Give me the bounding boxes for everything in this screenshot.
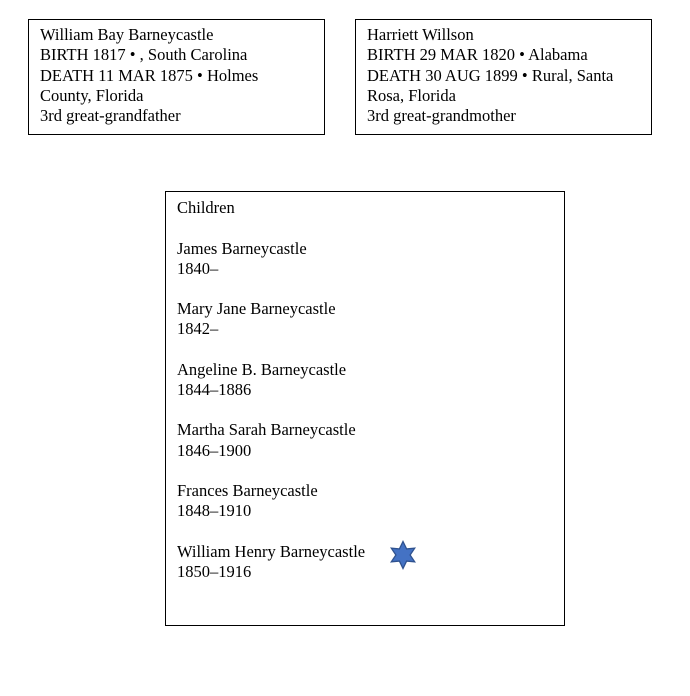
mother-card[interactable] — [355, 19, 652, 135]
child-name: Frances Barneycastle — [177, 480, 318, 500]
child-name: Angeline B. Barneycastle — [177, 359, 347, 379]
child-years: 1848–1910 — [177, 501, 252, 521]
father-relation: 3rd great-grandfather — [40, 106, 181, 126]
child-years: 1846–1900 — [177, 440, 252, 460]
mother-name: Harriett Willson — [367, 25, 474, 44]
children-heading: Children — [177, 198, 235, 217]
mother-death: DEATH 30 AUG 1899 • Rural, Santa Rosa, Florida — [367, 65, 614, 105]
child-entry[interactable] — [177, 360, 553, 401]
child-name: Martha Sarah Barneycastle — [177, 420, 356, 440]
child-entry[interactable] — [177, 239, 553, 280]
father-birth: BIRTH 1817 • , South Carolina — [40, 45, 248, 65]
child-years: 1842– — [177, 319, 219, 339]
child-name: James Barneycastle — [177, 238, 307, 258]
child-entry[interactable] — [177, 481, 553, 522]
child-entry-direct-ancestor[interactable] — [177, 542, 553, 583]
father-death: DEATH 11 MAR 1875 • Holmes County, Florida — [40, 65, 259, 105]
mother-birth: BIRTH 29 MAR 1820 • Alabama — [367, 45, 588, 65]
child-name: Mary Jane Barneycastle — [177, 299, 336, 319]
child-years: 1840– — [177, 258, 219, 278]
child-years: 1850–1916 — [177, 561, 252, 581]
child-years: 1844–1886 — [177, 380, 252, 400]
six-pointed-star-icon — [388, 540, 418, 570]
child-name: William Henry Barneycastle — [177, 541, 366, 561]
child-entry[interactable] — [177, 299, 553, 340]
father-name: William Bay Barneycastle — [40, 25, 214, 44]
child-entry[interactable] — [177, 420, 553, 461]
father-card[interactable] — [28, 19, 325, 135]
children-card — [165, 191, 565, 626]
mother-relation: 3rd great-grandmother — [367, 106, 516, 126]
